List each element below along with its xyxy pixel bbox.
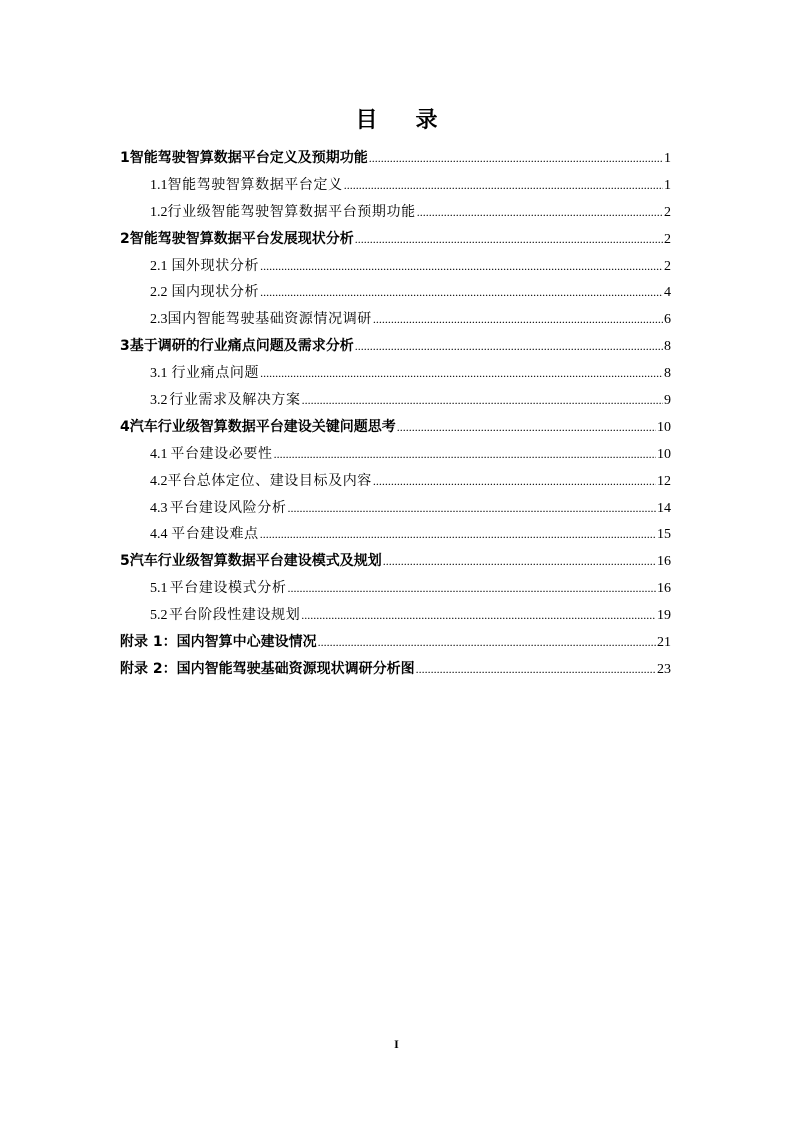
toc-entry-page-number: 1 <box>664 177 671 193</box>
toc-entry-page-number: 2 <box>664 204 671 220</box>
toc-entry-title: 智能驾驶智算数据平台发展现状分析 <box>129 230 354 247</box>
table-of-contents <box>120 145 671 683</box>
toc-entry-number: 4.3 <box>150 500 168 516</box>
toc-entry-page-number: 1 <box>664 151 671 166</box>
toc-entry-section[interactable] <box>120 172 671 199</box>
title-char-1: 目 <box>355 108 378 133</box>
dot-leader <box>318 629 656 656</box>
toc-entry-number: 1.1 <box>150 177 168 193</box>
dot-leader <box>417 199 663 226</box>
dot-leader <box>302 387 663 414</box>
toc-entry-number: 3 <box>120 338 130 355</box>
dot-leader <box>260 253 663 280</box>
toc-entry-number: 4.1 <box>150 446 168 462</box>
dot-leader <box>397 414 656 441</box>
toc-entry-number: 2.1 <box>150 258 168 274</box>
toc-entry-page-number: 9 <box>664 393 671 409</box>
toc-entry-number: 2.2 <box>150 285 168 301</box>
toc-entry-page-number: 4 <box>664 285 671 301</box>
toc-entry-page-number: 10 <box>657 419 671 435</box>
toc-entry-section[interactable] <box>120 468 671 495</box>
dot-leader <box>260 521 656 548</box>
toc-entry-section[interactable] <box>120 387 671 414</box>
dot-leader <box>355 333 663 360</box>
toc-entry-section[interactable] <box>120 602 671 629</box>
dot-leader <box>274 441 656 468</box>
toc-entry-page-number: 8 <box>664 366 671 382</box>
toc-entry-title: 行业痛点问题 <box>171 365 260 382</box>
dot-leader <box>344 172 663 199</box>
toc-entry-page-number: 14 <box>657 500 671 516</box>
toc-entry-page-number: 16 <box>657 581 671 597</box>
toc-entry-page-number: 2 <box>664 258 671 274</box>
toc-entry-section[interactable] <box>120 306 671 333</box>
page-title <box>0 103 793 134</box>
title-char-2: 录 <box>415 108 438 133</box>
toc-entry-chapter[interactable] <box>120 414 671 441</box>
toc-entry-number: 4.4 <box>150 527 168 543</box>
toc-entry-section[interactable] <box>120 521 671 548</box>
toc-entry-title: 附录 2：国内智能驾驶基础资源现状调研分析图 <box>120 660 415 677</box>
toc-entry-number: 4 <box>120 418 130 435</box>
dot-leader <box>355 226 663 253</box>
toc-entry-title: 平台建设必要性 <box>170 445 273 462</box>
toc-entry-number: 3.2 <box>150 393 168 409</box>
toc-entry-chapter[interactable] <box>120 629 671 656</box>
dot-leader <box>260 360 663 387</box>
toc-entry-page-number: 21 <box>657 635 671 651</box>
dot-leader <box>260 279 663 306</box>
toc-entry-chapter[interactable] <box>120 333 671 360</box>
toc-entry-title: 平台建设难点 <box>171 526 259 543</box>
toc-entry-title: 平台阶段性建设规划 <box>168 607 301 624</box>
toc-entry-section[interactable] <box>120 360 671 387</box>
toc-entry-page-number: 10 <box>657 446 671 462</box>
toc-entry-chapter[interactable] <box>120 548 671 575</box>
page-number: I <box>394 1037 399 1051</box>
toc-entry-number: 5 <box>120 553 130 570</box>
toc-entry-page-number: 16 <box>657 554 671 570</box>
toc-entry-number: 1 <box>120 150 130 166</box>
toc-entry-title: 智能驾驶智算数据平台定义及预期功能 <box>129 150 368 166</box>
toc-entry-title: 附录 1：国内智算中心建设情况 <box>120 634 317 651</box>
toc-entry-section[interactable] <box>120 575 671 602</box>
toc-entry-page-number: 8 <box>664 339 671 355</box>
toc-entry-number: 1.2 <box>150 204 168 220</box>
toc-entry-page-number: 6 <box>664 312 671 328</box>
toc-entry-section[interactable] <box>120 495 671 522</box>
toc-entry-title: 国内智能驾驶基础资源情况调研 <box>167 311 372 328</box>
toc-entry-chapter[interactable] <box>120 226 671 253</box>
toc-entry-number: 2 <box>120 230 130 247</box>
toc-entry-page-number: 23 <box>657 661 671 677</box>
toc-entry-section[interactable] <box>120 253 671 280</box>
toc-entry-page-number: 2 <box>664 231 671 247</box>
dot-leader <box>301 602 656 629</box>
toc-entry-page-number: 19 <box>657 608 671 624</box>
toc-entry-number: 4.2 <box>150 473 168 489</box>
toc-entry-title: 行业级智能驾驶智算数据平台预期功能 <box>167 203 416 220</box>
toc-entry-section[interactable] <box>120 279 671 306</box>
toc-entry-number: 2.3 <box>150 312 168 328</box>
dot-leader <box>383 548 656 575</box>
toc-entry-title: 国外现状分析 <box>171 257 260 274</box>
dot-leader <box>416 656 656 683</box>
toc-entry-chapter[interactable] <box>120 656 671 683</box>
toc-entry-title: 汽车行业级智算数据平台建设模式及规划 <box>129 553 382 570</box>
dot-leader <box>373 468 656 495</box>
toc-entry-title: 智能驾驶智算数据平台定义 <box>167 176 343 193</box>
toc-entry-number: 5.1 <box>150 581 168 597</box>
toc-entry-number: 3.1 <box>150 366 168 382</box>
toc-entry-chapter[interactable] <box>120 145 671 172</box>
dot-leader <box>373 306 663 333</box>
dot-leader <box>369 145 663 172</box>
toc-entry-title: 平台建设模式分析 <box>169 580 287 597</box>
toc-entry-section[interactable] <box>120 441 671 468</box>
toc-entry-title: 平台建设风险分析 <box>169 499 287 516</box>
toc-entry-title: 国内现状分析 <box>171 284 260 301</box>
toc-entry-number: 5.2 <box>150 608 168 624</box>
toc-entry-section[interactable] <box>120 199 671 226</box>
dot-leader <box>287 575 656 602</box>
toc-entry-page-number: 15 <box>657 527 671 543</box>
toc-entry-title: 基于调研的行业痛点问题及需求分析 <box>129 338 354 355</box>
toc-entry-page-number: 12 <box>657 473 671 489</box>
dot-leader <box>287 495 656 522</box>
toc-entry-title: 平台总体定位、建设目标及内容 <box>167 472 372 489</box>
toc-entry-title: 行业需求及解决方案 <box>169 392 301 409</box>
toc-entry-title: 汽车行业级智算数据平台建设关键问题思考 <box>129 418 396 435</box>
